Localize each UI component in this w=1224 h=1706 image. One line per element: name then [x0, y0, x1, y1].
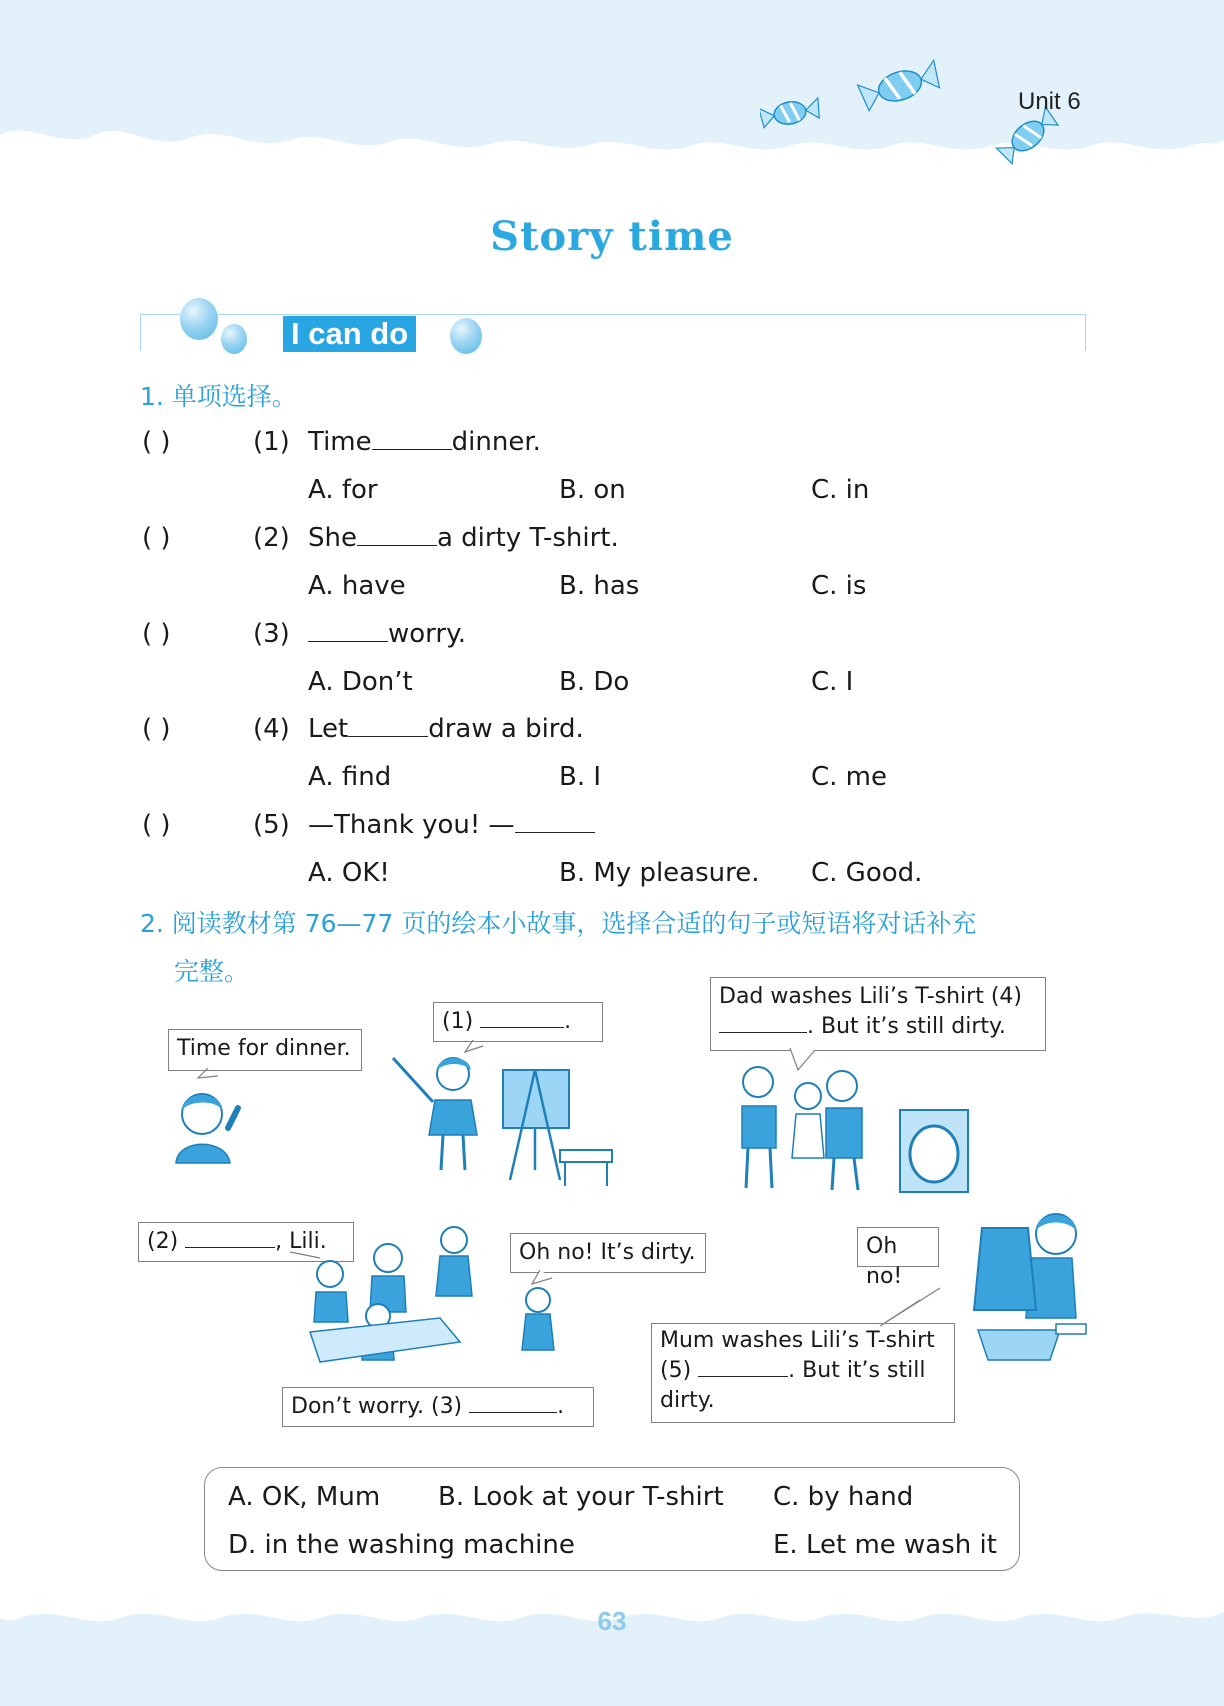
option-a: A. Don’t [308, 667, 413, 697]
answer-blank[interactable] [357, 523, 437, 546]
girl-waving-illustration [168, 1068, 258, 1188]
dad-washing-illustration [720, 1048, 975, 1198]
item-number: (4) [253, 714, 290, 744]
family-dinner-illustration [290, 1222, 510, 1372]
balloon-icon [221, 324, 247, 354]
girl-painting-illustration [385, 1040, 625, 1190]
answer-blank[interactable] [480, 1009, 564, 1028]
page-title: Story time [490, 213, 734, 260]
option-b: B. Do [559, 667, 630, 697]
q1-heading: 1. 单项选择。 [140, 382, 297, 411]
option-a: A. have [308, 571, 406, 601]
item-number: (1) [253, 427, 290, 457]
answer-paren[interactable]: ( ) [142, 714, 171, 744]
item-number: (3) [253, 619, 290, 649]
speech-bubble: Oh no! It’s dirty. [510, 1233, 706, 1273]
section-label: I can do [283, 316, 416, 352]
speech-bubble: Oh no! [857, 1227, 939, 1267]
answer-blank[interactable] [515, 810, 595, 833]
item-stem: —Thank you! — [308, 810, 595, 840]
option-e: E. Let me wash it [773, 1530, 997, 1560]
option-d: D. in the washing machine [228, 1530, 575, 1560]
item-number: (2) [253, 523, 290, 553]
girl-dirty-shirt-illustration [510, 1270, 570, 1360]
item-stem: Time dinner. [308, 427, 541, 457]
balloon-icon [450, 318, 482, 354]
option-a: A. OK, Mum [228, 1482, 381, 1512]
answer-paren[interactable]: ( ) [142, 810, 171, 840]
page-number: 63 [597, 1606, 627, 1636]
option-c: C. by hand [773, 1482, 914, 1512]
option-c: C. is [811, 571, 867, 601]
option-c: C. in [811, 475, 870, 505]
option-a: A. find [308, 762, 392, 792]
option-b: B. on [559, 475, 626, 505]
candy-icon [760, 58, 1060, 168]
q2-heading: 2. 阅读教材第 76—77 页的绘本小故事，选择合适的句子或短语将对话补充 [140, 909, 977, 938]
speech-bubble: Mum washes Lili’s T-shirt (5) . But it’s still dirty. [651, 1323, 955, 1423]
option-c: C. Good. [811, 858, 923, 888]
answer-blank[interactable] [185, 1229, 275, 1248]
answer-paren[interactable]: ( ) [142, 619, 171, 649]
item-stem: worry. [308, 619, 466, 649]
answer-blank[interactable] [372, 427, 452, 450]
answer-blank[interactable] [698, 1358, 788, 1377]
speech-bubble: Dad washes Lili’s T-shirt (4) . But it’s still dirty. [710, 977, 1046, 1051]
answer-paren[interactable]: ( ) [142, 427, 171, 457]
option-c: C. I [811, 667, 854, 697]
mum-washing-illustration [860, 1200, 1090, 1370]
item-stem: She a dirty T-shirt. [308, 523, 619, 553]
option-b: B. Look at your T-shirt [438, 1482, 724, 1512]
balloon-icon [180, 298, 218, 340]
answer-blank[interactable] [308, 619, 388, 642]
item-stem: Let draw a bird. [308, 714, 584, 744]
unit-label: Unit 6 [1018, 88, 1081, 115]
option-b: B. My pleasure. [559, 858, 760, 888]
answer-paren[interactable]: ( ) [142, 523, 171, 553]
speech-bubble: Don’t worry. (3) . [282, 1387, 594, 1427]
option-a: A. OK! [308, 858, 390, 888]
speech-bubble: Time for dinner. [168, 1029, 362, 1071]
answer-blank[interactable] [469, 1394, 557, 1413]
answer-blank[interactable] [348, 714, 428, 737]
option-c: C. me [811, 762, 888, 792]
item-number: (5) [253, 810, 290, 840]
speech-bubble: (2) , Lili. [138, 1222, 354, 1262]
q2-heading-cont: 完整。 [174, 957, 250, 986]
option-b: B. I [559, 762, 602, 792]
option-b: B. has [559, 571, 640, 601]
speech-bubble: (1) . [433, 1002, 603, 1042]
section-rule [140, 314, 1086, 351]
answer-blank[interactable] [719, 1014, 807, 1033]
option-a: A. for [308, 475, 378, 505]
